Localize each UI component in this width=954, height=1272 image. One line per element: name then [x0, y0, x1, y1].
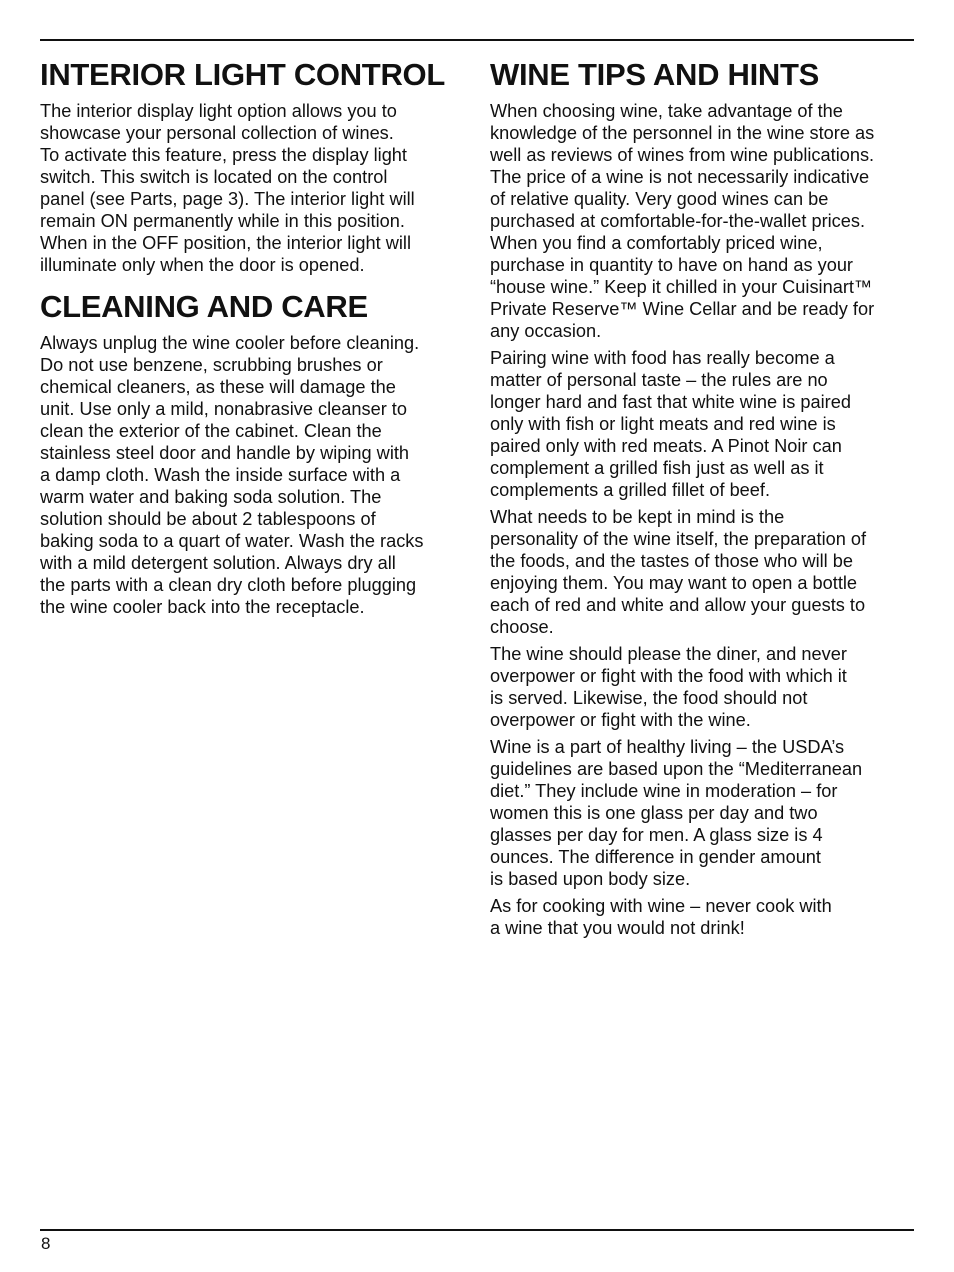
cleaning-paragraph: Always unplug the wine cooler before cleaning. Do not use benzene, scrubbing brushes or chemical cleaners, as these will damage the unit. Use only a mild, nonabrasive cleanser to clean the exterior of the cabinet. Clean the stainless steel door and handle by wiping with a damp cloth. Wash the inside surface with a warm water and baking soda solution. The solution should be about 2 tablespoons of baking soda to a quart of water. Wash the racks with a mild detergent solution. Always dry all the parts with a clean dry cloth before plugging the wine cooler back into the receptacle.: [40, 333, 424, 617]
wine-tips-paragraph: The wine should please the diner, and never overpower or fight with the food with which it is served. Likewise, the food should not overpower or fight with the wine.: [490, 644, 847, 730]
interior-light-paragraph: The interior display light option allows you to showcase your personal collection of wines. To activate this feature, press the display light switch. This switch is located on the control panel (see Parts, page 3). The interior light will remain ON permanently while in this position. When in the OFF position, the interior light will illuminate only when the door is opened.: [40, 101, 415, 275]
wine-tips-heading: WINE TIPS AND HINTS: [490, 57, 819, 92]
interior-light-heading: INTERIOR LIGHT CONTROL: [40, 57, 445, 92]
page-number: 8: [41, 1234, 51, 1253]
wine-tips-paragraph: Wine is a part of healthy living – the USDA’s guidelines are based upon the “Mediterranean diet.” They include wine in moderation – for women this is one glass per day and two glasses per day for men. A glass size is 4 ounces. The difference in gender amount is based upon body size.: [490, 737, 863, 889]
wine-tips-paragraph: Pairing wine with food has really become a matter of personal taste – the rules are no longer hard and fast that white wine is paired only with fish or light meats and red wine is paired only with red meats. A Pinot Noir can complement a grilled fish just as well as it complements a grilled fillet of beef.: [490, 348, 851, 500]
wine-tips-paragraph: When choosing wine, take advantage of the knowledge of the personnel in the wine store as well as reviews of wines from wine publications. The price of a wine is not necessarily indicative of relative quality. Very good wines can be purchased at comfortable-for-the-wallet prices. When you find a comfortably priced wine, purchase in quantity to have on hand as your “house wine.” Keep it chilled in your Cuisinart™ Private Reserve™ Wine Cellar and be ready for any occasion.: [490, 101, 875, 341]
cleaning-heading: CLEANING AND CARE: [40, 289, 368, 324]
bottom-rule: [40, 1229, 914, 1231]
top-rule: [40, 39, 914, 41]
wine-tips-paragraph: What needs to be kept in mind is the personality of the wine itself, the preparation of the foods, and the tastes of those who will be enjoying them. You may want to open a bottle each of red and white and allow your guests to choose.: [490, 507, 867, 637]
left-column: [40, 56, 466, 623]
wine-tips-paragraph: As for cooking with wine – never cook with a wine that you would not drink!: [490, 896, 832, 938]
right-column: [490, 56, 916, 944]
